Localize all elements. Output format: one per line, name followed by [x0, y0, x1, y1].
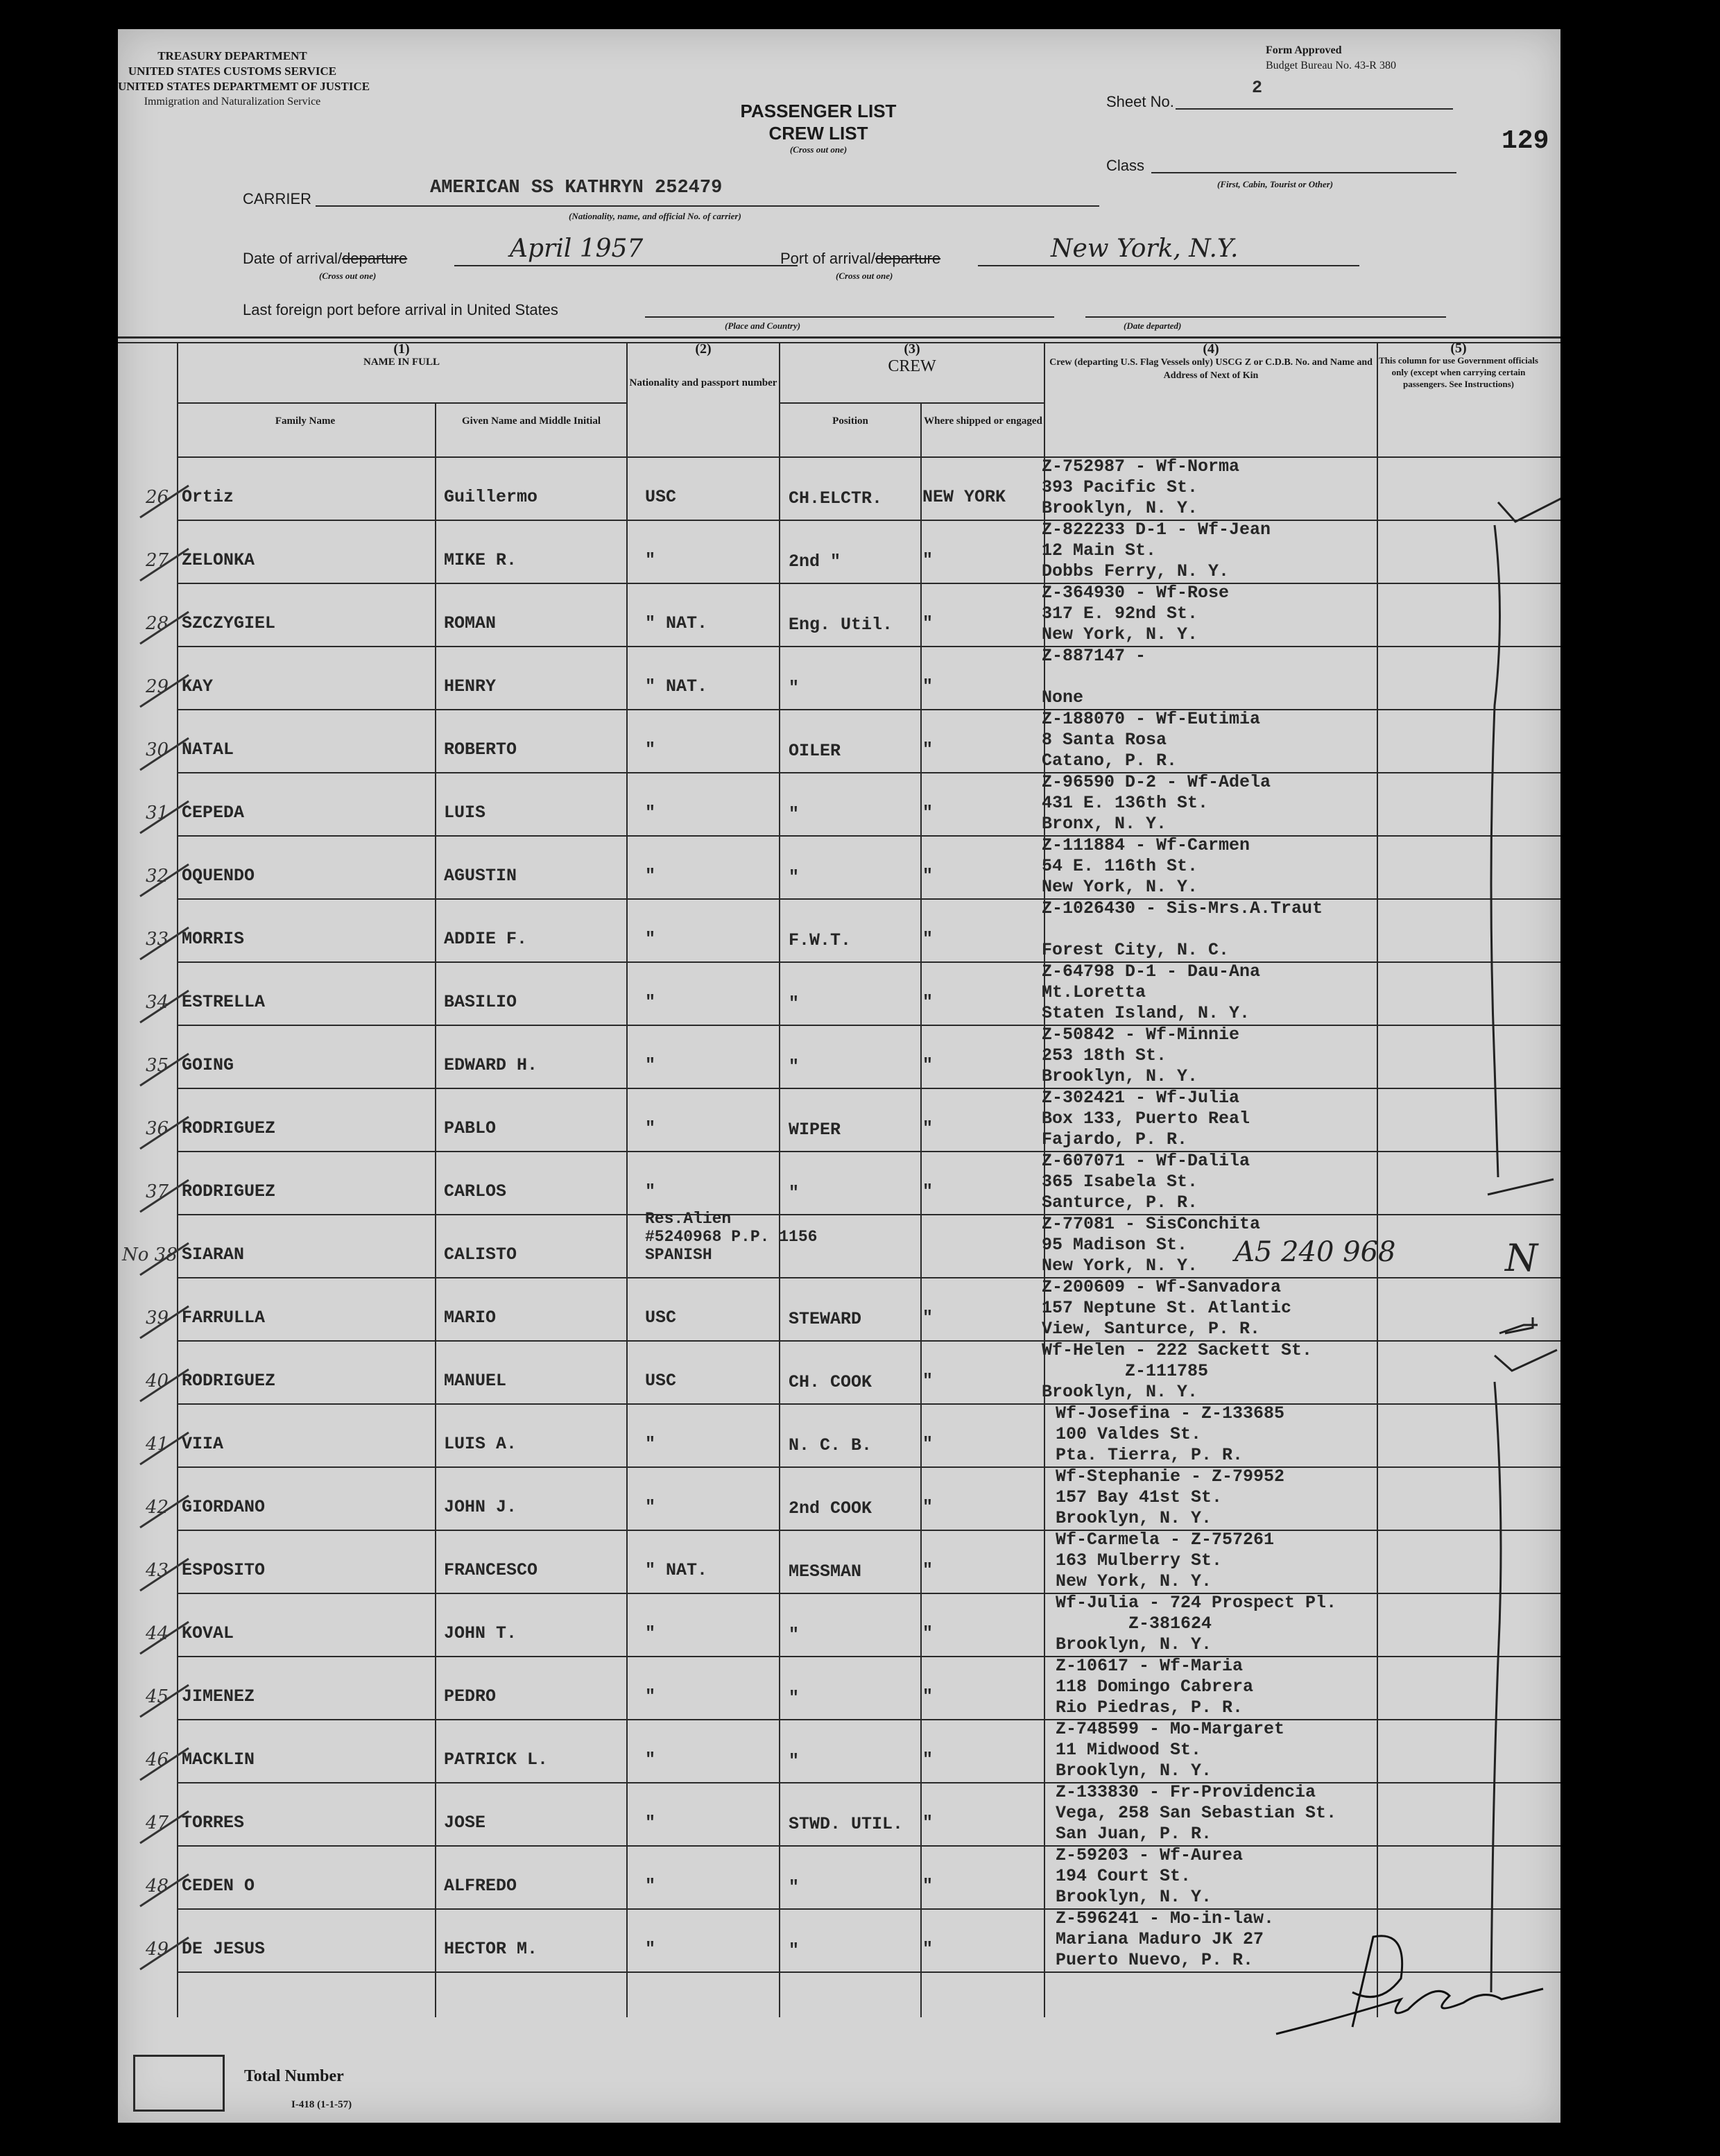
given-name: JOHN J.	[444, 1497, 517, 1517]
last-port-date-note: (Date departed)	[1124, 320, 1182, 331]
nationality: "	[645, 866, 656, 886]
family-name: MORRIS	[182, 929, 245, 949]
signature-icon	[1276, 1989, 1543, 2034]
no-mark-annotation: N	[1505, 1236, 1538, 1280]
next-of-kin: Z-887147 - None	[1042, 646, 1146, 708]
port-arrival-value: New York, N.Y.	[1051, 234, 1239, 263]
position: Eng. Util.	[789, 615, 893, 635]
next-of-kin: Wf-Josefina - Z-133685 100 Valdes St. Pta. Tierra, P. R.	[1056, 1403, 1285, 1465]
agency-line-4: Immigration and Naturalization Service	[144, 96, 321, 108]
given-name: CALISTO	[444, 1244, 517, 1265]
family-name: RODRIGUEZ	[182, 1371, 276, 1391]
where-shipped: "	[922, 1813, 934, 1833]
where-shipped: "	[922, 1308, 934, 1328]
next-of-kin: Z-50842 - Wf-Minnie 253 18th St. Brooklyn, N. Y.	[1042, 1025, 1240, 1086]
where-shipped: "	[922, 1055, 934, 1075]
col-5-header: (5) This column for use Government officials only (except when carrying certain passengers. See Instructions)	[1379, 341, 1538, 389]
page-number: 129	[1502, 126, 1549, 156]
position: CH. COOK	[789, 1372, 872, 1392]
row-number: 26	[146, 487, 169, 508]
last-port-place-note: (Place and Country)	[725, 320, 801, 331]
check-mark-icon-2	[1495, 1350, 1557, 1371]
position: "	[789, 1688, 800, 1708]
form-code: I-418 (1-1-57)	[291, 2099, 352, 2110]
next-of-kin: Wf-Stephanie - Z-79952 157 Bay 41st St. Brooklyn, N. Y.	[1056, 1466, 1285, 1528]
position: F.W.T.	[789, 930, 852, 950]
bracket-mark-icon-2	[1491, 1382, 1501, 1992]
annotation-marks	[118, 29, 1560, 2123]
given-name: ADDIE F.	[444, 929, 528, 949]
carrier-value: AMERICAN SS KATHRYN 252479	[430, 178, 723, 198]
col-position-header: Position	[832, 416, 868, 427]
row-number: 37	[146, 1181, 169, 1202]
position: 2nd "	[789, 551, 841, 572]
col-family-header: Family Name	[275, 416, 336, 427]
row-number: 45	[146, 1686, 169, 1707]
position: "	[789, 1625, 800, 1645]
where-shipped: NEW YORK	[922, 487, 1006, 507]
row-number: 35	[146, 1055, 169, 1076]
nationality: " NAT.	[645, 613, 708, 633]
given-name: MARIO	[444, 1308, 497, 1328]
where-shipped: "	[922, 676, 934, 696]
agency-line-3: UNITED STATES DEPARTMEMT OF JUSTICE	[118, 80, 370, 93]
nationality: "	[645, 739, 656, 760]
given-name: ALFREDO	[444, 1876, 517, 1896]
nationality: USC	[645, 487, 677, 507]
col-2-header: (2) Nationality and passport number	[629, 341, 777, 388]
position: "	[789, 1751, 800, 1771]
total-number-label: Total Number	[244, 2067, 344, 2085]
where-shipped: "	[922, 866, 934, 886]
nationality: "	[645, 1497, 656, 1517]
position: "	[789, 993, 800, 1013]
nationality: "	[645, 992, 656, 1012]
form-approved: Form Approved Budget Bureau No. 43-R 380	[1266, 44, 1396, 71]
where-shipped: "	[922, 1434, 934, 1454]
family-name: TORRES	[182, 1813, 245, 1833]
family-name: OQUENDO	[182, 866, 255, 886]
where-shipped: "	[922, 1686, 934, 1706]
family-name: CEPEDA	[182, 803, 245, 823]
position: STEWARD	[789, 1309, 862, 1329]
row-number: 32	[146, 866, 169, 887]
given-name: LUIS A.	[444, 1434, 517, 1454]
position: "	[789, 1056, 800, 1077]
given-name: HENRY	[444, 676, 497, 696]
nationality: " NAT.	[645, 1560, 708, 1580]
family-name: DE JESUS	[182, 1939, 266, 1959]
next-of-kin: Wf-Julia - 724 Prospect Pl. Z-381624 Brooklyn, N. Y.	[1056, 1593, 1337, 1654]
family-name: GOING	[182, 1055, 234, 1075]
row-number: No 38	[122, 1244, 178, 1265]
agency-line-1: TREASURY DEPARTMENT	[157, 49, 307, 62]
next-of-kin: Z-10617 - Wf-Maria 118 Domingo Cabrera Rio Piedras, P. R.	[1056, 1656, 1254, 1718]
given-name: BASILIO	[444, 992, 517, 1012]
family-name: ESTRELLA	[182, 992, 266, 1012]
next-of-kin: Z-111884 - Wf-Carmen 54 E. 116th St. New York, N. Y.	[1042, 835, 1250, 897]
nationality: Res.Alien #5240968 P.P. 1156 SPANISH	[645, 1210, 818, 1264]
row-number: 43	[146, 1560, 169, 1581]
where-shipped: "	[922, 1118, 934, 1138]
check-mark-icon	[1498, 495, 1560, 522]
col-4-header: (4) Crew (departing U.S. Flag Vessels only) USCG Z or C.D.B. No. and Name and Address of Next of Kin	[1049, 341, 1373, 381]
family-name: VIIA	[182, 1434, 224, 1454]
family-name: ZELONKA	[182, 550, 255, 570]
position: 2nd COOK	[789, 1498, 872, 1518]
form-sheet	[118, 29, 1560, 2123]
nationality: "	[645, 1686, 656, 1706]
given-name: PABLO	[444, 1118, 497, 1138]
position: N. C. B.	[789, 1435, 872, 1455]
family-name: NATAL	[182, 739, 234, 760]
given-name: JOSE	[444, 1813, 486, 1833]
n-mark-icon	[1499, 1317, 1538, 1333]
row-number: 48	[146, 1876, 169, 1897]
row-number: 31	[146, 803, 169, 823]
family-name: CEDEN O	[182, 1876, 255, 1896]
nationality: " NAT.	[645, 676, 708, 696]
carrier-label: CARRIER	[243, 190, 312, 207]
row-number: 27	[146, 550, 169, 571]
next-of-kin: Z-188070 - Wf-Eutimia 8 Santa Rosa Catano, P. R.	[1042, 709, 1261, 771]
row-number: 44	[146, 1623, 169, 1644]
family-name: ESPOSITO	[182, 1560, 266, 1580]
where-shipped: "	[922, 929, 934, 949]
position: "	[789, 1877, 800, 1897]
class-note: (First, Cabin, Tourist or Other)	[1217, 179, 1334, 189]
next-of-kin: Z-748599 - Mo-Margaret 11 Midwood St. Brooklyn, N. Y.	[1056, 1719, 1285, 1781]
position: STWD. UTIL.	[789, 1814, 904, 1834]
next-of-kin: Z-64798 D-1 - Dau-Ana Mt.Loretta Staten Island, N. Y.	[1042, 961, 1261, 1023]
agency-line-2: UNITED STATES CUSTOMS SERVICE	[128, 65, 337, 78]
family-name: GIORDANO	[182, 1497, 266, 1517]
given-name: EDWARD H.	[444, 1055, 538, 1075]
family-name: RODRIGUEZ	[182, 1118, 276, 1138]
where-shipped: "	[922, 1939, 934, 1959]
where-shipped: "	[922, 1371, 934, 1391]
position: CH.ELCTR.	[789, 488, 883, 508]
where-shipped: "	[922, 803, 934, 823]
nationality: "	[645, 1434, 656, 1454]
given-name: JOHN T.	[444, 1623, 517, 1643]
next-of-kin: Z-96590 D-2 - Wf-Adela 431 E. 136th St. Bronx, N. Y.	[1042, 772, 1271, 834]
where-shipped: "	[922, 613, 934, 633]
nationality: "	[645, 550, 656, 570]
next-of-kin: Wf-Helen - 222 Sackett St. Z-111785 Brooklyn, N. Y.	[1042, 1340, 1313, 1402]
row-number: 34	[146, 992, 169, 1013]
given-name: Guillermo	[444, 487, 538, 507]
family-name: Ortiz	[182, 487, 234, 507]
given-name: LUIS	[444, 803, 486, 823]
next-of-kin: Z-77081 - SisConchita 95 Madison St. New York, N. Y.	[1042, 1214, 1261, 1276]
bracket-mark-icon	[1488, 525, 1554, 1195]
next-of-kin: Z-59203 - Wf-Aurea 194 Court St. Brooklyn, N. Y.	[1056, 1845, 1244, 1907]
row-number: 47	[146, 1813, 169, 1833]
nationality: "	[645, 1055, 656, 1075]
next-of-kin: Z-596241 - Mo-in-law. Mariana Maduro JK 27 Puerto Nuevo, P. R.	[1056, 1908, 1275, 1970]
row-number: 49	[146, 1939, 169, 1960]
class-label: Class	[1106, 157, 1145, 174]
carrier-note: (Nationality, name, and official No. of carrier)	[569, 211, 741, 221]
row-number: 41	[146, 1434, 169, 1455]
row-number: 39	[146, 1308, 169, 1328]
given-name: MANUEL	[444, 1371, 507, 1391]
row-number: 29	[146, 676, 169, 697]
next-of-kin: Z-302421 - Wf-Julia Box 133, Puerto Real Fajardo, P. R.	[1042, 1088, 1250, 1149]
nationality: "	[645, 1749, 656, 1770]
nationality: "	[645, 1118, 656, 1138]
where-shipped: "	[922, 992, 934, 1012]
position: "	[789, 804, 800, 824]
given-name: ROMAN	[444, 613, 497, 633]
where-shipped: "	[922, 1876, 934, 1896]
signature-flourish-icon	[1352, 1936, 1402, 2027]
port-arrival-note: (Cross out one)	[836, 271, 893, 281]
family-name: JIMENEZ	[182, 1686, 255, 1706]
row-number: 42	[146, 1497, 169, 1518]
given-name: PEDRO	[444, 1686, 497, 1706]
row-number: 30	[146, 739, 169, 760]
where-shipped: "	[922, 1560, 934, 1580]
nationality: "	[645, 803, 656, 823]
date-arrival-value: April 1957	[510, 234, 644, 263]
family-name: SZCZYGIEL	[182, 613, 276, 633]
nationality: "	[645, 1876, 656, 1896]
row-number: 36	[146, 1118, 169, 1139]
sheet-number: 2	[1252, 78, 1263, 98]
col-shipped-header: Where shipped or engaged	[924, 416, 1042, 427]
next-of-kin: Z-752987 - Wf-Norma 393 Pacific St. Brooklyn, N. Y.	[1042, 456, 1240, 518]
nationality: "	[645, 1939, 656, 1959]
position: "	[789, 1183, 800, 1203]
position: "	[789, 678, 800, 698]
family-name: SIARAN	[182, 1244, 245, 1265]
where-shipped: "	[922, 1749, 934, 1770]
given-name: CARLOS	[444, 1181, 507, 1201]
next-of-kin: Z-822233 D-1 - Wf-Jean 12 Main St. Dobbs Ferry, N. Y.	[1042, 520, 1271, 581]
row-number: 28	[146, 613, 169, 634]
where-shipped: "	[922, 739, 934, 760]
next-of-kin: Z-200609 - Wf-Sanvadora 157 Neptune St. Atlantic View, Santurce, P. R.	[1042, 1277, 1292, 1339]
nationality: USC	[645, 1308, 677, 1328]
nationality: "	[645, 1813, 656, 1833]
total-number-box[interactable]	[133, 2055, 225, 2112]
col-given-header: Given Name and Middle Initial	[461, 416, 601, 427]
family-name: RODRIGUEZ	[182, 1181, 276, 1201]
next-of-kin: Z-364930 - Wf-Rose 317 E. 92nd St. New York, N. Y.	[1042, 583, 1230, 644]
next-of-kin: Z-607071 - Wf-Dalila 365 Isabela St. Santurce, P. R.	[1042, 1151, 1250, 1213]
row-number: 40	[146, 1371, 169, 1392]
row-number: 46	[146, 1749, 169, 1770]
page-title: PASSENGER LIST CREW LIST (Cross out one)	[740, 101, 897, 155]
family-name: KAY	[182, 676, 214, 696]
given-name: FRANCESCO	[444, 1560, 538, 1580]
given-name: HECTOR M.	[444, 1939, 538, 1959]
given-name: AGUSTIN	[444, 866, 517, 886]
family-name: MACKLIN	[182, 1749, 255, 1770]
sheet-label: Sheet No.	[1106, 93, 1174, 110]
where-shipped: "	[922, 550, 934, 570]
position: MESSMAN	[789, 1562, 862, 1582]
position: OILER	[789, 741, 841, 761]
position: WIPER	[789, 1120, 841, 1140]
date-arrival-label: Date of arrival/departure	[243, 250, 408, 267]
where-shipped: "	[922, 1181, 934, 1201]
date-arrival-note: (Cross out one)	[319, 271, 377, 281]
where-shipped: "	[922, 1497, 934, 1517]
next-of-kin: Z-1026430 - Sis-Mrs.A.Traut Forest City, N. C.	[1042, 898, 1323, 960]
position: "	[789, 1940, 800, 1960]
given-name: PATRICK L.	[444, 1749, 549, 1770]
position: "	[789, 867, 800, 887]
row-number: 33	[146, 929, 169, 950]
given-name: ROBERTO	[444, 739, 517, 760]
family-name: FARRULLA	[182, 1308, 266, 1328]
last-port-label: Last foreign port before arrival in United States	[243, 301, 558, 318]
where-shipped: "	[922, 1623, 934, 1643]
nationality: "	[645, 929, 656, 949]
next-of-kin: Wf-Carmela - Z-757261 163 Mulberry St. New York, N. Y.	[1056, 1530, 1275, 1591]
family-name: KOVAL	[182, 1623, 234, 1643]
col-3-header: (3) CREW	[888, 341, 936, 375]
nationality: USC	[645, 1371, 677, 1391]
given-name: MIKE R.	[444, 550, 517, 570]
nationality: "	[645, 1623, 656, 1643]
nationality: "	[645, 1181, 656, 1201]
col-1-header: (1) NAME IN FULL	[363, 341, 440, 368]
port-arrival-label: Port of arrival/departure	[780, 250, 941, 267]
next-of-kin: Z-133830 - Fr-Providencia Vega, 258 San Sebastian St. San Juan, P. R.	[1056, 1782, 1337, 1844]
alien-number-annotation: A5 240 968	[1235, 1236, 1396, 1268]
